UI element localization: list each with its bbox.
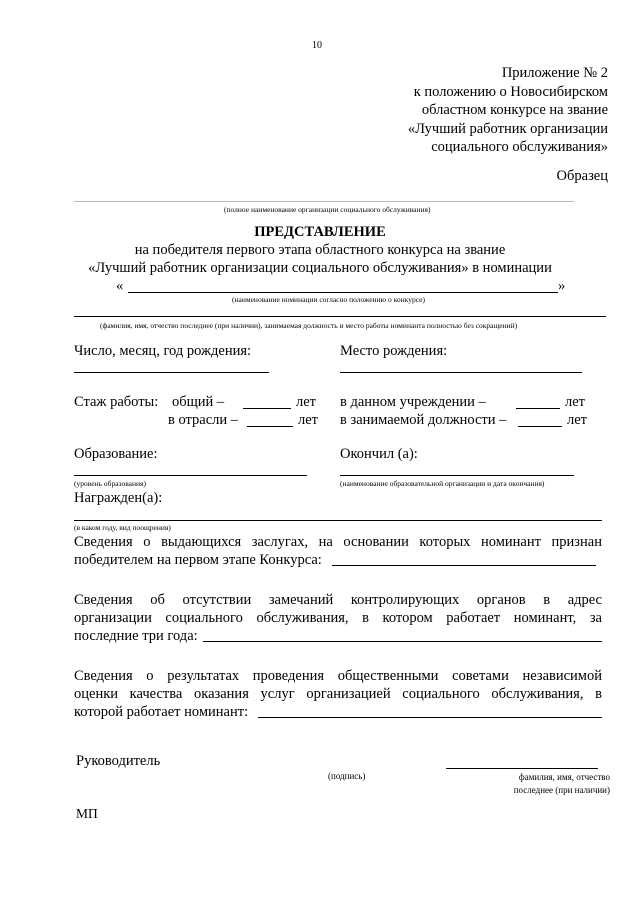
- awarded-label: Награжден(а):: [74, 490, 163, 506]
- awarded-field[interactable]: [74, 520, 602, 521]
- sample-label: Образец: [556, 168, 608, 184]
- quote-close: »: [558, 278, 566, 294]
- experience-institution-label: в данном учреждении –: [340, 394, 486, 410]
- experience-total-field[interactable]: [243, 408, 291, 409]
- signature-caption: (подпись): [328, 771, 366, 781]
- education-field[interactable]: [74, 475, 307, 476]
- graduated-field[interactable]: [340, 475, 574, 476]
- subtitle-line-1: на победителя первого этапа областного конкурса на звание: [134, 242, 506, 258]
- remarks-field[interactable]: [203, 641, 602, 642]
- merits-field[interactable]: [332, 565, 596, 566]
- nomination-line[interactable]: [128, 292, 558, 293]
- remarks-text-3: последние три года:: [74, 628, 198, 644]
- experience-industry-field[interactable]: [247, 426, 293, 427]
- appendix-line: «Лучший работник организации: [407, 120, 608, 137]
- education-caption: (уровень образования): [74, 479, 146, 488]
- nominee-line[interactable]: [74, 316, 606, 317]
- experience-position-label: в занимаемой должности –: [340, 412, 507, 428]
- years-label: лет: [565, 394, 586, 410]
- remarks-text-1: Сведения об отсутствии замечаний контролирующих органов в адрес: [74, 592, 602, 608]
- experience-institution-field[interactable]: [516, 408, 560, 409]
- years-label: лет: [298, 412, 319, 428]
- experience-industry-label: в отрасли –: [168, 412, 239, 428]
- experience-position-field[interactable]: [518, 426, 562, 427]
- appendix-line: областном конкурсе на звание: [421, 102, 608, 118]
- birth-place-label: Место рождения:: [340, 343, 448, 359]
- years-label: лет: [296, 394, 317, 410]
- years-label: лет: [567, 412, 588, 428]
- education-label: Образование:: [74, 446, 158, 462]
- awarded-caption: (в каком году, вид поощрения): [74, 523, 171, 532]
- merits-text: Сведения о выдающихся заслугах, на основании которых номинант признан: [74, 534, 602, 550]
- subtitle-line-2: «Лучший работник организации социального обслуживания» в номинации: [88, 260, 552, 276]
- name-caption: [514, 771, 610, 797]
- evaluation-field[interactable]: [258, 717, 602, 718]
- org-caption: (полное наименование организации социального обслуживания): [224, 205, 431, 214]
- merits-text-2: победителем на первом этапе Конкурса:: [74, 552, 322, 568]
- org-name-line[interactable]: [74, 201, 574, 202]
- page-number: 10: [312, 40, 322, 51]
- appendix-line: к положению о Новосибирском: [413, 83, 608, 100]
- experience-label: Стаж работы:: [74, 394, 159, 410]
- appendix-line: социального обслуживания»: [431, 139, 608, 155]
- birth-place-field[interactable]: [340, 372, 582, 373]
- graduated-label: Окончил (а):: [340, 446, 418, 462]
- remarks-text-2: организации социального обслуживания, в котором работает номинант, за: [74, 610, 602, 626]
- evaluation-text-2: оценки качества оказания услуг организацией социального обслуживания, в: [74, 686, 602, 702]
- document-title: ПРЕДСТАВЛЕНИЕ: [254, 224, 386, 240]
- nomination-caption: (наименование номинации согласно положению о конкурсе): [232, 295, 425, 304]
- evaluation-text-3: которой работает номинант:: [74, 704, 249, 720]
- quote-open: «: [116, 278, 124, 294]
- stamp-label: МП: [76, 806, 98, 821]
- head-name-field[interactable]: [446, 768, 598, 769]
- evaluation-text-1: Сведения о результатах проведения общественными советами независимой: [74, 668, 602, 684]
- birth-date-label: Число, месяц, год рождения:: [74, 343, 252, 359]
- name-caption-line: последнее (при наличии): [513, 785, 610, 795]
- nominee-caption: (фамилия, имя, отчество последнее (при наличии), занимаемая должность и место работы номинанта полностью без сокращений): [100, 321, 518, 330]
- appendix-line: Приложение № 2: [501, 65, 608, 81]
- graduated-caption: (наименование образовательной организации и дата окончания): [340, 479, 545, 488]
- experience-total-label: общий –: [172, 394, 225, 410]
- head-label: Руководитель: [76, 753, 161, 769]
- appendix-block: [408, 64, 608, 157]
- birth-date-field[interactable]: [74, 372, 269, 373]
- name-caption-line: фамилия, имя, отчество: [518, 772, 610, 782]
